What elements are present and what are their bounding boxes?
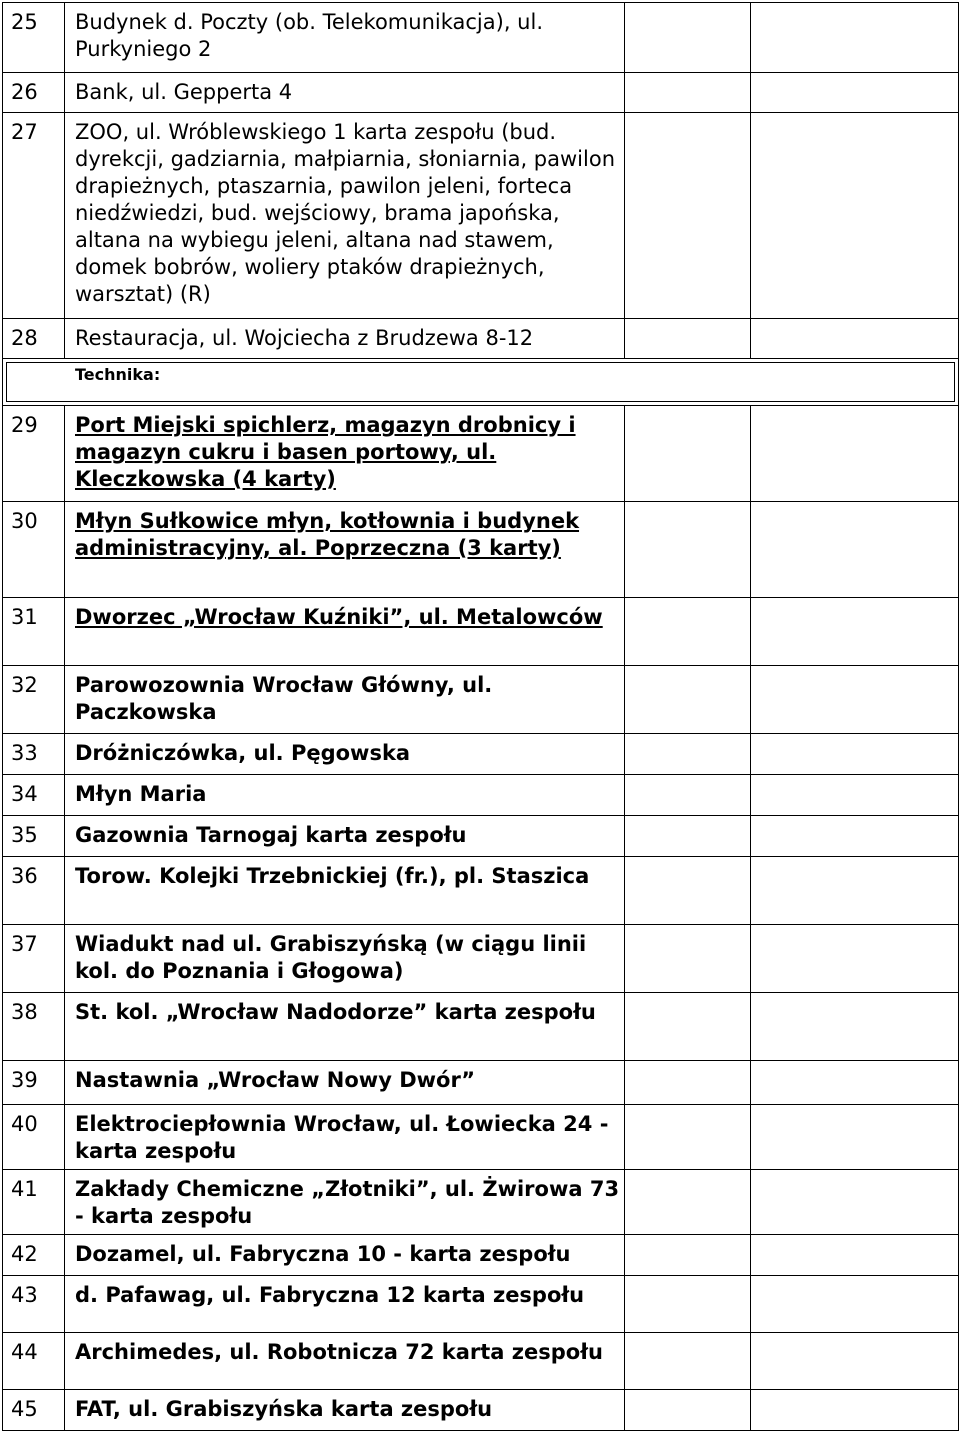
- empty-cell: [751, 502, 959, 598]
- table-row: [3, 1105, 959, 1170]
- empty-cell: [751, 857, 959, 925]
- row-description: St. kol. „Wrocław Nadodorze” karta zespołu: [65, 993, 625, 1061]
- row-description: Elektrociepłownia Wrocław, ul. Łowiecka 24 - karta zespołu: [65, 1105, 625, 1170]
- section-label: Technika:: [75, 365, 161, 384]
- row-number: 40: [3, 1105, 65, 1170]
- empty-cell: [751, 73, 959, 113]
- table-row: [3, 1170, 959, 1235]
- table-row: [3, 816, 959, 857]
- row-description: d. Pafawag, ul. Fabryczna 12 karta zespołu: [65, 1276, 625, 1333]
- empty-cell: [751, 666, 959, 734]
- row-description: Gazownia Tarnogaj karta zespołu: [65, 816, 625, 857]
- empty-cell: [625, 3, 751, 73]
- row-number: 45: [3, 1390, 65, 1431]
- empty-cell: [625, 1170, 751, 1235]
- row-description: ZOO, ul. Wróblewskiego 1 karta zespołu (bud. dyrekcji, gadziarnia, małpiarnia, słoniarnia, pawilon drapieżnych, ptaszarnia, pawilon jeleni, forteca niedźwiedzi, bud. wejściowy, brama japońska, altana na wybiegu jeleni, altana nad stawem, domek bobrów, woliery ptaków drapieżnych, warsztat) (R): [65, 113, 625, 319]
- empty-cell: [751, 925, 959, 993]
- table-row: [3, 1333, 959, 1390]
- table-row: [3, 734, 959, 775]
- row-number: 41: [3, 1170, 65, 1235]
- table-row: [3, 857, 959, 925]
- row-description: Dróżniczówka, ul. Pęgowska: [65, 734, 625, 775]
- monument-table: [2, 2, 959, 1431]
- empty-cell: [751, 1276, 959, 1333]
- table-row: [3, 406, 959, 502]
- empty-cell: [625, 1333, 751, 1390]
- empty-cell: [751, 1061, 959, 1105]
- empty-cell: [625, 502, 751, 598]
- table-row: [3, 1390, 959, 1431]
- table-row: [3, 1061, 959, 1105]
- empty-cell: [751, 319, 959, 359]
- table-row: [3, 1276, 959, 1333]
- row-description: Dozamel, ul. Fabryczna 10 - karta zespołu: [65, 1235, 625, 1276]
- row-description: Budynek d. Poczty (ob. Telekomunikacja), ul. Purkyniego 2: [65, 3, 625, 73]
- row-description: Restauracja, ul. Wojciecha z Brudzewa 8-12: [65, 319, 625, 359]
- row-number: 30: [3, 502, 65, 598]
- section-header-row: [3, 359, 959, 406]
- row-description: Port Miejski spichlerz, magazyn drobnicy i magazyn cukru i basen portowy, ul. Kleczkowska (4 karty): [65, 406, 625, 502]
- empty-cell: [625, 319, 751, 359]
- row-number: 35: [3, 816, 65, 857]
- empty-cell: [625, 598, 751, 666]
- row-description: Archimedes, ul. Robotnicza 72 karta zespołu: [65, 1333, 625, 1390]
- table-row: [3, 113, 959, 319]
- row-number: 34: [3, 775, 65, 816]
- empty-cell: [625, 1390, 751, 1431]
- empty-cell: [625, 925, 751, 993]
- table-row: [3, 775, 959, 816]
- table-row: [3, 598, 959, 666]
- row-number: 26: [3, 73, 65, 113]
- row-number: 38: [3, 993, 65, 1061]
- table-row: [3, 319, 959, 359]
- empty-cell: [625, 406, 751, 502]
- empty-cell: [751, 406, 959, 502]
- row-description: Nastawnia „Wrocław Nowy Dwór”: [65, 1061, 625, 1105]
- table-row: [3, 925, 959, 993]
- empty-cell: [625, 666, 751, 734]
- table-row: [3, 993, 959, 1061]
- row-number: 39: [3, 1061, 65, 1105]
- empty-cell: [751, 1170, 959, 1235]
- empty-cell: [625, 1105, 751, 1170]
- empty-cell: [751, 775, 959, 816]
- row-description: Zakłady Chemiczne „Złotniki”, ul. Żwirowa 73 - karta zespołu: [65, 1170, 625, 1235]
- row-description: Dworzec „Wrocław Kuźniki”, ul. Metalowców: [65, 598, 625, 666]
- table-row: [3, 3, 959, 73]
- table-row: [3, 1235, 959, 1276]
- empty-cell: [751, 3, 959, 73]
- document-page: [2, 2, 958, 1431]
- empty-cell: [625, 1276, 751, 1333]
- row-number: 36: [3, 857, 65, 925]
- row-number: 44: [3, 1333, 65, 1390]
- empty-cell: [625, 775, 751, 816]
- empty-cell: [751, 1105, 959, 1170]
- row-number: 32: [3, 666, 65, 734]
- table-row: [3, 73, 959, 113]
- empty-cell: [751, 1390, 959, 1431]
- table-row: [3, 502, 959, 598]
- empty-cell: [625, 1235, 751, 1276]
- empty-cell: [751, 993, 959, 1061]
- row-number: 28: [3, 319, 65, 359]
- empty-cell: [751, 598, 959, 666]
- row-description: Młyn Maria: [65, 775, 625, 816]
- row-number: 43: [3, 1276, 65, 1333]
- empty-cell: [751, 1333, 959, 1390]
- row-description: Bank, ul. Gepperta 4: [65, 73, 625, 113]
- row-number: 42: [3, 1235, 65, 1276]
- row-description: FAT, ul. Grabiszyńska karta zespołu: [65, 1390, 625, 1431]
- empty-cell: [751, 816, 959, 857]
- row-number: 29: [3, 406, 65, 502]
- section-cell: [3, 359, 959, 406]
- empty-cell: [625, 734, 751, 775]
- row-description: Wiadukt nad ul. Grabiszyńską (w ciągu linii kol. do Poznania i Głogowa): [65, 925, 625, 993]
- row-description: Młyn Sułkowice młyn, kotłownia i budynek administracyjny, al. Poprzeczna (3 karty): [65, 502, 625, 598]
- empty-cell: [751, 113, 959, 319]
- empty-cell: [625, 1061, 751, 1105]
- table-row: [3, 666, 959, 734]
- empty-cell: [625, 113, 751, 319]
- empty-cell: [625, 857, 751, 925]
- empty-cell: [625, 816, 751, 857]
- row-number: 31: [3, 598, 65, 666]
- empty-cell: [751, 734, 959, 775]
- empty-cell: [625, 993, 751, 1061]
- empty-cell: [625, 73, 751, 113]
- row-number: 37: [3, 925, 65, 993]
- empty-cell: [751, 1235, 959, 1276]
- row-number: 25: [3, 3, 65, 73]
- row-number: 33: [3, 734, 65, 775]
- row-description: Parowozownia Wrocław Główny, ul. Paczkowska: [65, 666, 625, 734]
- row-number: 27: [3, 113, 65, 319]
- row-description: Torow. Kolejki Trzebnickiej (fr.), pl. Staszica: [65, 857, 625, 925]
